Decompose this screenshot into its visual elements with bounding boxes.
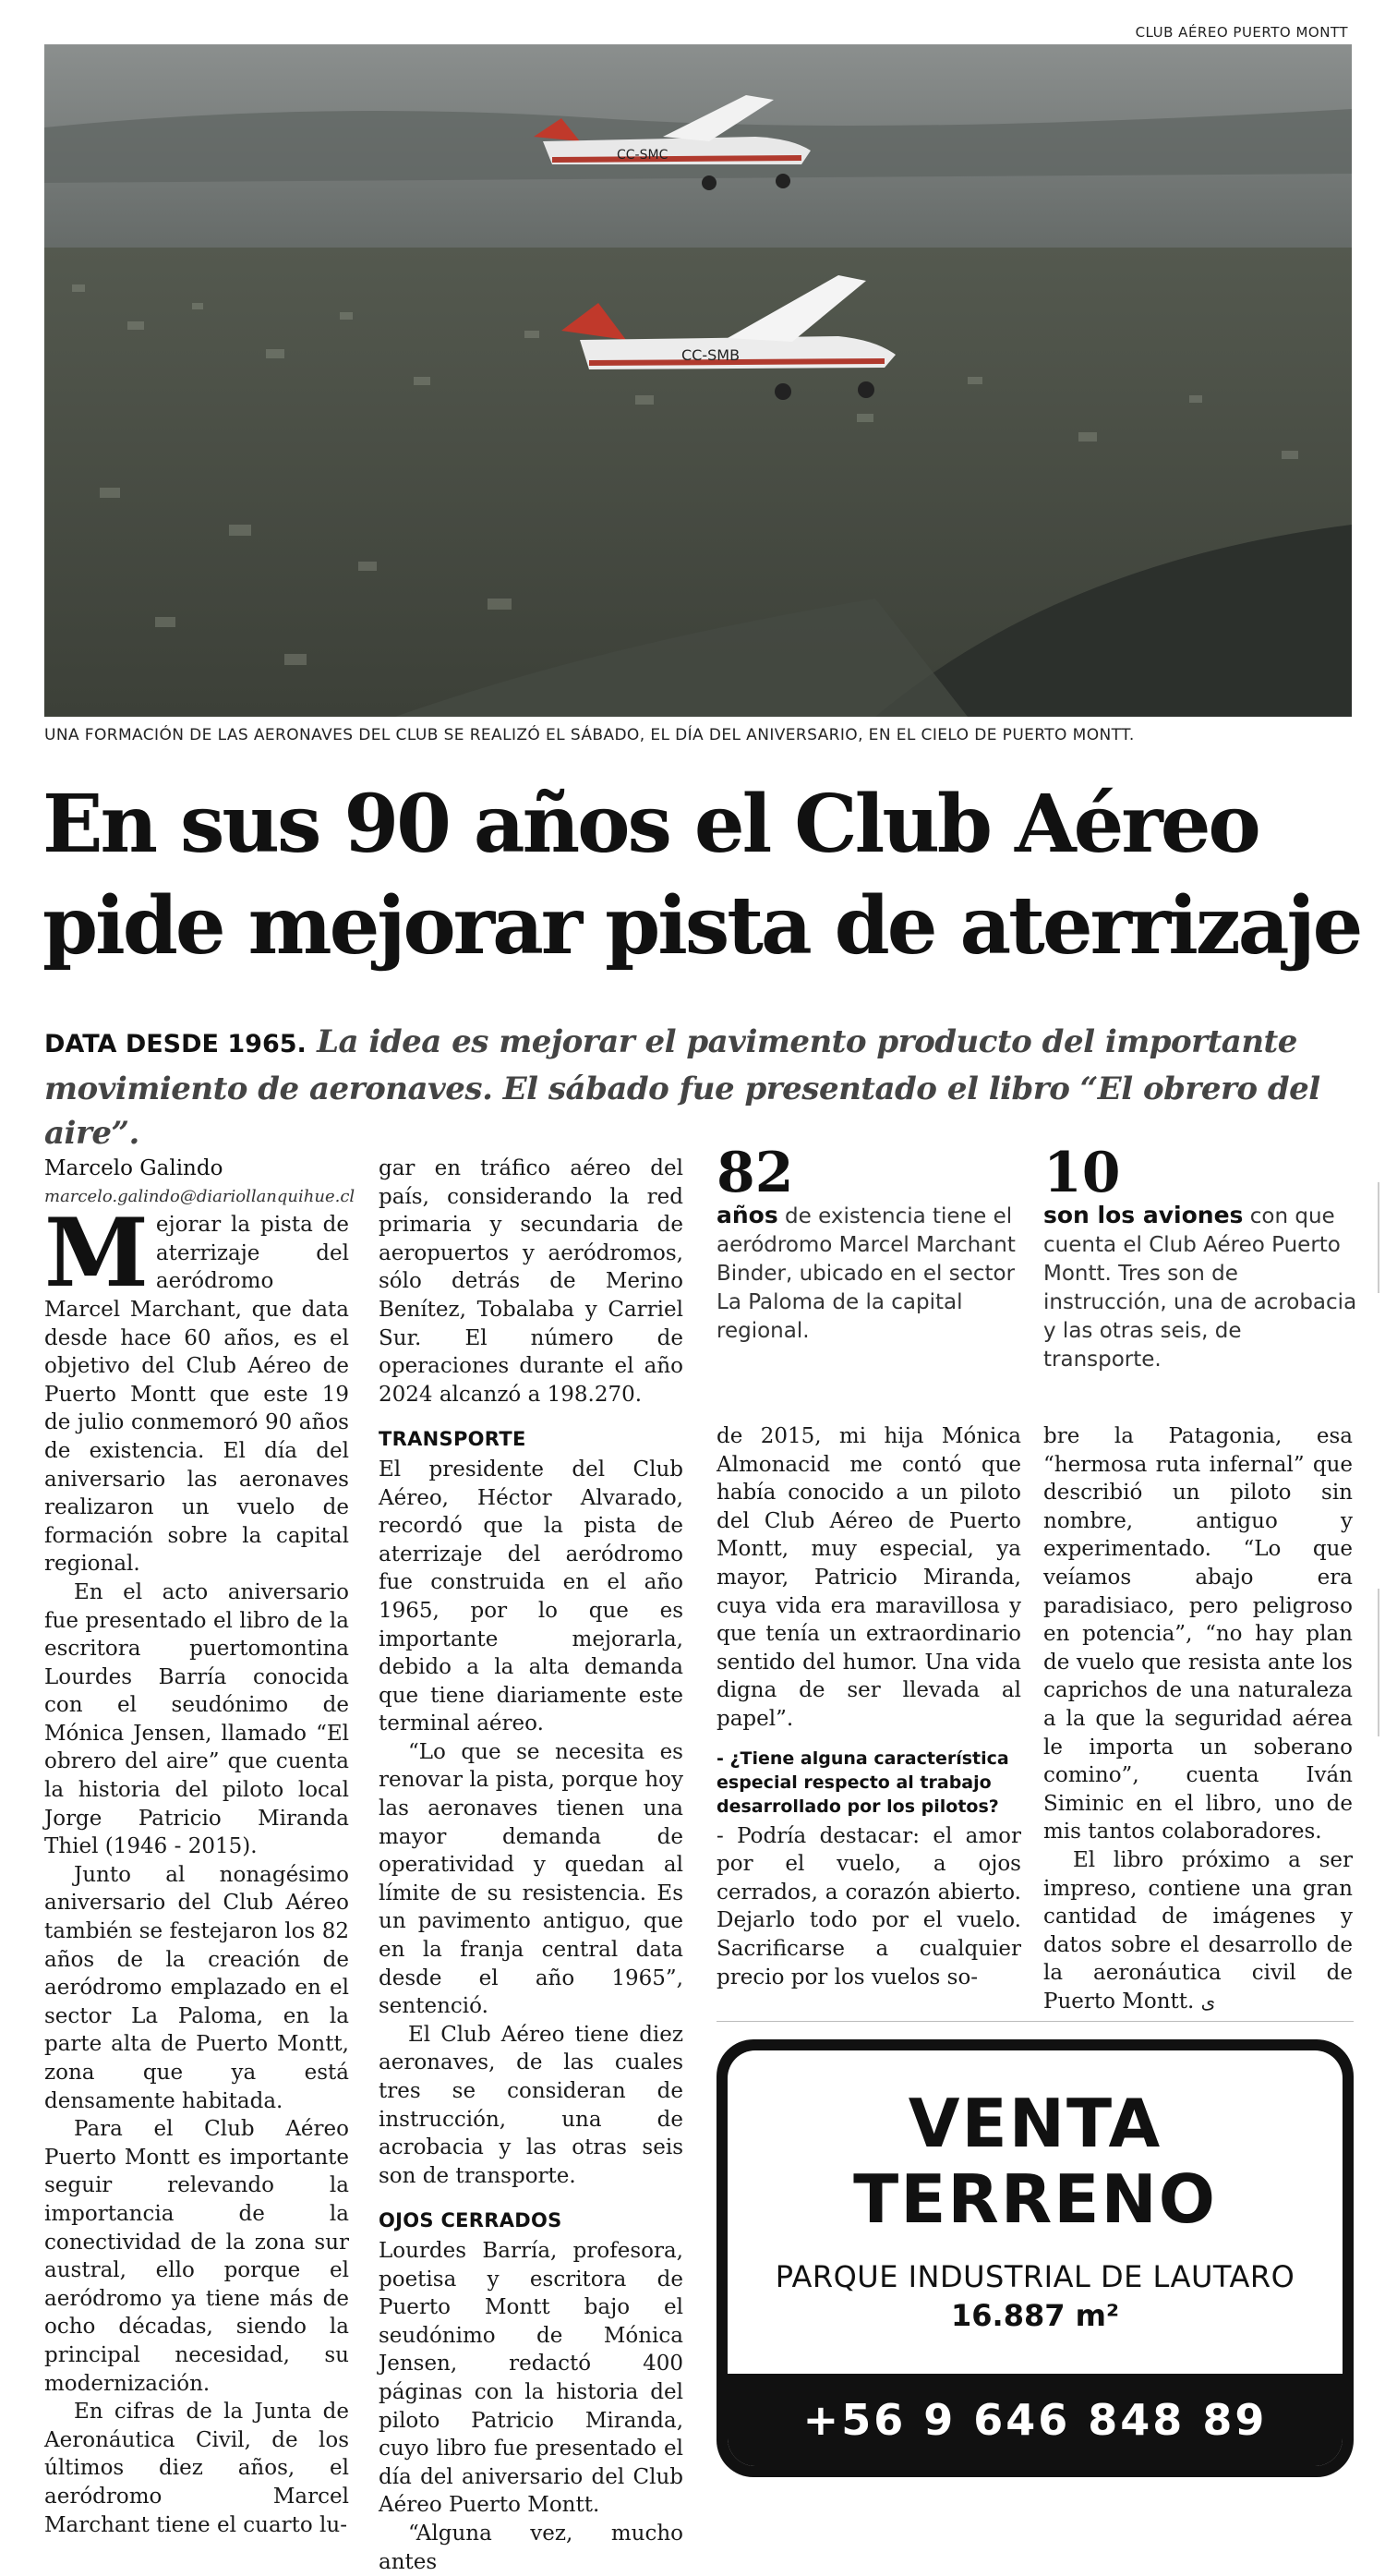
- advertisement-panel: [728, 2050, 1343, 2466]
- lead-paragraph: [44, 1020, 1355, 1155]
- ad-location: PARQUE INDUSTRIAL DE LAUTARO: [775, 2259, 1295, 2294]
- photo-caption: UNA FORMACIÓN DE LAS AERONAVES DEL CLUB SE REALIZÓ EL SÁBADO, EL DÍA DEL ANIVERSARIO, EN EL CIELO DE PUERTO MONTT.: [44, 726, 1135, 744]
- article-paragraph: - Podría destacar: el amor por el vuelo, a ojos cerrados, a corazón abierto. Dejarlo todo por el vuelo. Sacrificarse a cualquier precio por los vuelos so-: [717, 1823, 1021, 1989]
- section-subhead-transporte: TRANSPORTE: [379, 1428, 526, 1451]
- article-paragraph: de 2015, mi hija Mónica Almonacid me contó que había conocido a un piloto del Club Aéreo de Puerto Montt, muy especial, ya mayor, Patricio Miranda, cuya vida era maravillosa y que tenía un extraordinario sentido del humor. Una vida digna de ser llevada al papel”.: [717, 1424, 1021, 1731]
- ad-title-line2: TERRENO: [853, 2160, 1217, 2238]
- plane2-registration: CC-SMB: [681, 346, 741, 364]
- fact-box-82: [717, 1141, 1030, 1346]
- interview-question: - ¿Tiene alguna característica especial respecto al trabajo desarrollado por los pilotos?: [717, 1748, 1009, 1817]
- fact-box-10: [1043, 1141, 1357, 1374]
- article-paragraph: [1043, 1846, 1353, 2016]
- article-paragraph: Junto al nonagésimo aniversario del Club Aéreo también se festejaron los 82 años de la creación de aeródromo emplazado en el sector La Paloma, en la parte alta de Puerto Montt, zona que ya está densamente habitada.: [44, 1862, 349, 2113]
- paragraph-text: El libro próximo a ser impreso, contiene una gran cantidad de imágenes y datos sobre el desarrollo de la aeronáutica civil de Puerto Montt.: [1043, 1847, 1353, 2014]
- article-paragraph: En cifras de la Junta de Aeronáutica Civil, de los últimos diez años, el aeródromo Marcel Marchant tiene el cuarto lu-: [44, 2400, 349, 2537]
- article-paragraph: “Lo que se necesita es renovar la pista, porque hoy las aeronaves tienen una mayor demanda de operatividad y quedan al límite de su resistencia. Es un pavimento antiguo, que en la franja central data desde el año 1965”, sentenció.: [379, 1739, 683, 2019]
- ad-size: 16.887 m²: [951, 2298, 1119, 2333]
- article-column-3: [717, 1422, 1021, 1991]
- lead-text: La idea es mejorar el pavimento producto del importante movimiento de aeronaves. El sábado fue presentado el libro “El obrero del aire”.: [44, 1023, 1320, 1152]
- section-subhead-ojos-cerrados: OJOS CERRADOS: [379, 2209, 562, 2232]
- ad-phone[interactable]: +56 9 646 848 89: [728, 2374, 1343, 2466]
- fact-emphasis: años: [717, 1202, 778, 1228]
- article-paragraph: [44, 1198, 349, 1578]
- article-column-1: [44, 1155, 355, 2539]
- fact-text: [1043, 1201, 1357, 1374]
- author-name: Marcelo Galindo: [44, 1156, 223, 1180]
- article-photo: [44, 44, 1352, 717]
- fact-emphasis: son los aviones: [1043, 1202, 1244, 1228]
- headline-line1: En sus 90 años el Club Aéreo: [42, 778, 1259, 871]
- article-paragraph: “Alguna vez, mucho antes: [379, 2521, 683, 2574]
- article-paragraph: En el acto aniversario fue presentado el libro de la escritora puertomontina Lourdes Barría conocida con el seudónimo de Mónica Jensen, llamado “El obrero del aire” que cuenta la historia del piloto local Jorge Patricio Miranda Thiel (1946 - 2015).: [44, 1579, 349, 1859]
- fact-number: 10: [1043, 1141, 1121, 1205]
- paragraph-text: ejorar la pista de aterrizaje del aeródromo Marcel Marchant, que data desde hace 60 años, es el objetivo del Club Aéreo de Puerto Montt que este 19 de julio conmemoró 90 años de existencia. El día del aniversario las aeronaves realizaron un vuelo de formación sobre la capital regional.: [44, 1213, 349, 1577]
- fact-number: 82: [717, 1141, 794, 1205]
- ad-title-line1: VENTA: [908, 2085, 1162, 2162]
- article-paragraph: El Club Aéreo tiene diez aeronaves, de las cuales tres se consideran de instrucción, una de acrobacia y las otras seis son de transporte.: [379, 2022, 683, 2188]
- fact-text: [717, 1201, 1030, 1346]
- fact-description: de existencia tiene el aeródromo Marcel Marchant Binder, ubicado en el sector La Paloma de la capital regional.: [717, 1204, 1016, 1343]
- article-column-4: [1043, 1422, 1353, 2015]
- article-paragraph: bre la Patagonia, esa “hermosa ruta infernal” que describió un piloto sin nombre, antiguo y experimentado. “Lo que veíamos abajo era paradisiaco, pero peligroso en potencia”, “no hay plan de vuelo que resista ante los caprichos de una naturaleza a la que la seguridad aérea le importa un soberano comino”, cuenta Iván Siminic en el libro, uno de mis tantos colaboradores.: [1043, 1424, 1353, 1844]
- author-email[interactable]: marcelo.galindo@diariollanquihue.cl: [44, 1186, 355, 1206]
- article-paragraph: El presidente del Club Aéreo, Héctor Alvarado, recordó que la pista de aterrizaje del aeródromo fue construida en el año 1965, por lo que es importante mejorarla, debido a la alta demanda que tiene diariamente este terminal aéreo.: [379, 1457, 683, 1736]
- lead-kicker: DATA DESDE 1965.: [44, 1030, 307, 1058]
- headline-line2: pide mejorar pista de aterrizaje: [42, 879, 1361, 973]
- article-paragraph: gar en tráfico aéreo del país, considerando la red primaria y secundaria de aeropuertos y aeródromos, sólo detrás de Merino Benítez, Tobalaba y Carriel Sur. El número de operaciones durante el año 2024 alcanzó a 198.270.: [379, 1156, 683, 1407]
- ad-title: [728, 2086, 1343, 2237]
- end-mark-icon: ﻯ: [1200, 1989, 1216, 2013]
- page-edge-mark: [1378, 1182, 1379, 1293]
- dropcap-letter: M: [44, 1198, 149, 1310]
- article-paragraph: Para el Club Aéreo Puerto Montt es importante seguir relevando la importancia de la conectividad de la zona sur austral, ello porque el aeródromo ya tiene más de ocho décadas, siendo la principal necesidad, su modernización.: [44, 2117, 349, 2396]
- advertisement[interactable]: [717, 2039, 1354, 2477]
- headline: [42, 774, 1363, 977]
- photo-credit: CLUB AÉREO PUERTO MONTT: [1135, 24, 1348, 41]
- section-divider: [717, 2021, 1354, 2022]
- fact-description: con que cuenta el Club Aéreo Puerto Montt. Tres son de instrucción, una de acrobacia y las otras seis, de transporte.: [1043, 1204, 1357, 1372]
- page-edge-mark: [1378, 1589, 1379, 1736]
- article-paragraph: Lourdes Barría, profesora, poetisa y escritora de Puerto Montt bajo el seudónimo de Mónica Jensen, redactó 400 páginas con la historia del piloto Patricio Miranda, cuyo libro fue presentado el día del aniversario del Club Aéreo Puerto Montt.: [379, 2238, 683, 2518]
- plane1-registration: CC-SMC: [617, 148, 668, 163]
- article-column-2: [379, 1155, 683, 2576]
